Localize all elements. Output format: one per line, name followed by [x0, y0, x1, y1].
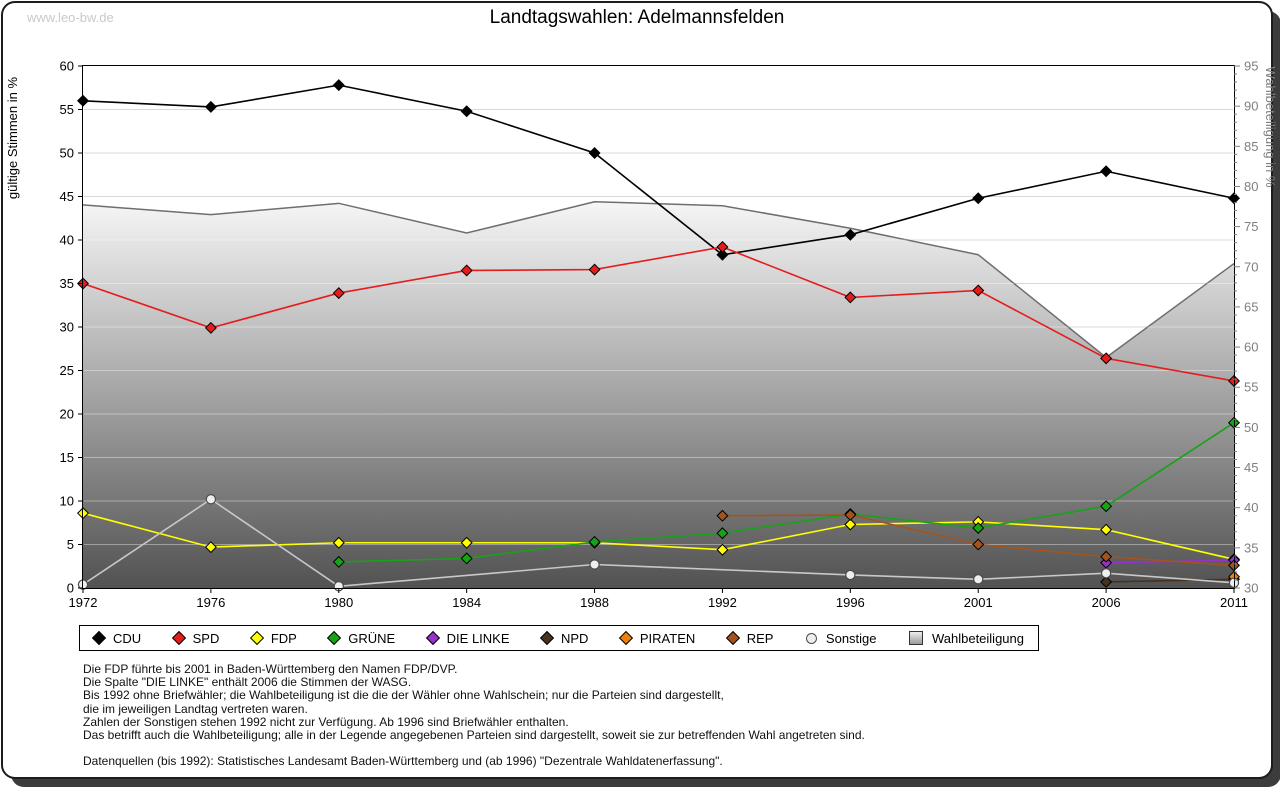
svg-text:15: 15: [59, 450, 74, 465]
legend-label: SPD: [192, 630, 220, 646]
svg-text:50: 50: [59, 145, 74, 161]
svg-text:75: 75: [1244, 219, 1259, 235]
legend-item-gr-ne: [329, 631, 395, 646]
svg-text:10: 10: [59, 493, 74, 509]
svg-text:1984: 1984: [452, 595, 482, 610]
gr-ne-marker-icon: [327, 631, 341, 645]
wahlbeteiligung-marker-icon: [909, 631, 923, 645]
piraten-marker-icon: [619, 631, 633, 645]
svg-text:1988: 1988: [580, 595, 610, 610]
svg-text:35: 35: [59, 276, 74, 291]
svg-text:55: 55: [59, 102, 74, 117]
svg-text:90: 90: [1244, 98, 1259, 114]
svg-text:85: 85: [1244, 138, 1259, 154]
footnote-line-2: Bis 1992 ohne Briefwähler; die Wahlbeteiligung ist die die der Wähler ohne Wahlschein; nur die Parteien sind dargestellt,: [83, 688, 724, 703]
svg-text:30: 30: [59, 319, 74, 335]
svg-text:1996: 1996: [835, 595, 865, 610]
svg-text:40: 40: [59, 232, 74, 248]
legend-item-cdu: [94, 631, 141, 646]
footnote-line-4: Zahlen der Sonstigen stehen 1992 nicht zur Verfügung. Ab 1996 sind Briefwähler enthalten.: [83, 714, 569, 729]
svg-text:65: 65: [1244, 299, 1259, 315]
svg-text:0: 0: [66, 580, 74, 596]
x-axis: [69, 588, 1248, 610]
svg-text:50: 50: [1244, 419, 1259, 435]
legend-label: Wahlbeteiligung: [931, 630, 1024, 646]
legend-item-wahlbeteiligung: [909, 631, 1024, 646]
svg-text:55: 55: [1244, 379, 1259, 395]
legend-item-npd: [542, 631, 588, 646]
fdp-marker-icon: [250, 631, 264, 645]
legend-item-rep: [728, 631, 774, 646]
source-line: Datenquellen (bis 1992): Statistisches Landesamt Baden-Württemberg und (ab 1996) "Dezentrale Wahldatenerfassung".: [83, 754, 723, 769]
footnote-line-3: die im jeweiligen Landtag vertreten waren.: [83, 701, 308, 716]
svg-text:60: 60: [1244, 339, 1259, 355]
legend-label: CDU: [113, 630, 142, 646]
svg-text:1972: 1972: [68, 595, 98, 610]
watermark: www.leo-bw.de: [27, 10, 114, 25]
svg-text:20: 20: [59, 406, 74, 422]
legend-label: FDP: [270, 630, 297, 646]
svg-text:25: 25: [59, 363, 74, 378]
legend-label: REP: [746, 630, 774, 646]
svg-text:2006: 2006: [1091, 595, 1121, 610]
legend-label: Sonstige: [825, 630, 877, 646]
legend-item-piraten: [621, 631, 695, 646]
svg-text:95: 95: [1244, 58, 1259, 74]
legend-item-spd: [174, 631, 220, 646]
npd-marker-icon: [540, 631, 554, 645]
rep-marker-icon: [726, 631, 740, 645]
sonstige-marker-icon: [806, 633, 817, 644]
footnote-line-0: Die FDP führte bis 2001 in Baden-Württemberg den Namen FDP/DVP.: [83, 662, 458, 676]
svg-text:Wahlbeteiligung in %: Wahlbeteiligung in %: [1263, 66, 1278, 188]
legend: [79, 625, 1039, 651]
legend-label: DIE LINKE: [446, 630, 510, 646]
svg-text:70: 70: [1244, 259, 1259, 275]
svg-text:1976: 1976: [196, 595, 226, 610]
right-axis: [1234, 59, 1278, 596]
legend-label: PIRATEN: [639, 630, 696, 646]
footnote-line-5: Das betrifft auch die Wahlbeteiligung; alle in der Legende angegebenen Parteien sind dargestellt, soweit sie zur betreffenden Wahl angetreten sind.: [83, 728, 865, 743]
cdu-marker-icon: [92, 631, 106, 645]
spd-marker-icon: [172, 631, 186, 645]
legend-label: GRÜNE: [348, 630, 396, 646]
svg-text:80: 80: [1244, 178, 1259, 194]
legend-item-die-linke: [428, 631, 510, 646]
svg-text:5: 5: [66, 537, 74, 552]
die-linke-marker-icon: [426, 631, 440, 645]
svg-text:2011: 2011: [1220, 595, 1248, 610]
svg-text:2001: 2001: [963, 595, 993, 610]
footnotes: [83, 663, 865, 768]
figure-frame: [1, 1, 1278, 779]
footnote-line-1: Die Spalte "DIE LINKE" enthält 2006 die Stimmen der WASG.: [83, 675, 412, 690]
svg-text:35: 35: [1244, 540, 1259, 556]
svg-text:1980: 1980: [324, 595, 354, 610]
left-axis: [5, 59, 83, 596]
election-line-chart: [3, 3, 1280, 621]
legend-label: NPD: [560, 630, 589, 646]
page-title: Landtagswahlen: Adelmannsfelden: [489, 7, 785, 28]
svg-text:60: 60: [59, 58, 74, 74]
legend-item-fdp: [252, 631, 297, 646]
svg-text:40: 40: [1244, 500, 1259, 516]
svg-text:30: 30: [1244, 580, 1259, 596]
svg-text:1992: 1992: [707, 595, 737, 610]
svg-text:45: 45: [59, 189, 74, 204]
svg-text:45: 45: [1244, 460, 1259, 476]
legend-item-sonstige: [806, 631, 877, 646]
svg-text:gültige Stimmen in %: gültige Stimmen in %: [5, 76, 20, 200]
